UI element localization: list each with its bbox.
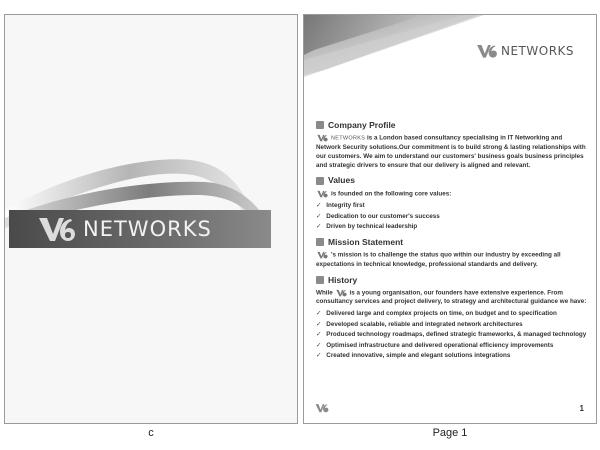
- v6-logo: [316, 251, 329, 259]
- page-number: 1: [579, 404, 584, 413]
- company-profile-text: NETWORKS is a London based consultancy specialising in IT Networking and Network Security solutions.Our commitment is to build strong & lasting relationships with our customers. We aim to understand our customers' business goals business principles and strategic drivers to ensure that our delivery is aligned and relevant.: [316, 134, 586, 169]
- bullet-square-icon: [316, 121, 324, 129]
- list-item: ✓ Delivered large and complex projects on time, on budget and to specification: [316, 310, 588, 319]
- list-item: ✓ Dedication to our customer's success: [316, 213, 588, 222]
- page-1: [303, 14, 597, 424]
- mission-text: 's mission is to challenge the status quo within our industry by exceeding all expectations in technical knowledge, professional standards and delivery.: [316, 251, 561, 268]
- list-item: ✓ Driven by technical leadership: [316, 223, 588, 232]
- list-item: ✓ Integrity first: [316, 202, 588, 211]
- header-brand-text: NETWORKS: [501, 44, 575, 58]
- history-intro: While is a young organisation, our founders have extensive experience. From consultancy services and project delivery, to strategy and architectural guidance we have:: [316, 289, 587, 306]
- page-caption: Page 1: [432, 427, 468, 439]
- v6-logo-footer: [314, 403, 330, 413]
- cover-brand-band: [9, 210, 271, 248]
- bullet-square-icon: [316, 238, 324, 246]
- section-heading-company-profile: Company Profile: [316, 119, 588, 131]
- page-content: [316, 115, 588, 364]
- v6-logo: [37, 215, 77, 243]
- list-item: ✓ Created innovative, simple and elegant solutions integrations: [316, 352, 588, 361]
- cover-caption: c: [148, 427, 154, 439]
- v6-logo: [476, 43, 498, 59]
- v6-logo: [316, 190, 329, 198]
- bullet-square-icon: [316, 177, 324, 185]
- list-item: ✓ Developed scalable, reliable and integrated network architectures: [316, 321, 588, 330]
- list-item: ✓ Optimised infrastructure and delivered operational efficiency improvements: [316, 342, 588, 351]
- cover-page: [4, 14, 298, 424]
- cover-brand-text: NETWORKS: [83, 217, 212, 241]
- values-intro: is founded on the following core values:: [316, 190, 588, 200]
- bullet-square-icon: [316, 276, 324, 284]
- section-heading-values: Values: [316, 174, 588, 186]
- header-brand: [476, 43, 574, 59]
- v6-logo: [335, 289, 348, 297]
- section-heading-history: History: [316, 274, 588, 286]
- values-list: [316, 202, 588, 232]
- list-item: ✓ Produced technology roadmaps, defined strategic frameworks, & managed technology: [316, 331, 588, 340]
- section-heading-mission: Mission Statement: [316, 236, 588, 248]
- history-list: [316, 310, 588, 361]
- v6-logo: [316, 134, 329, 142]
